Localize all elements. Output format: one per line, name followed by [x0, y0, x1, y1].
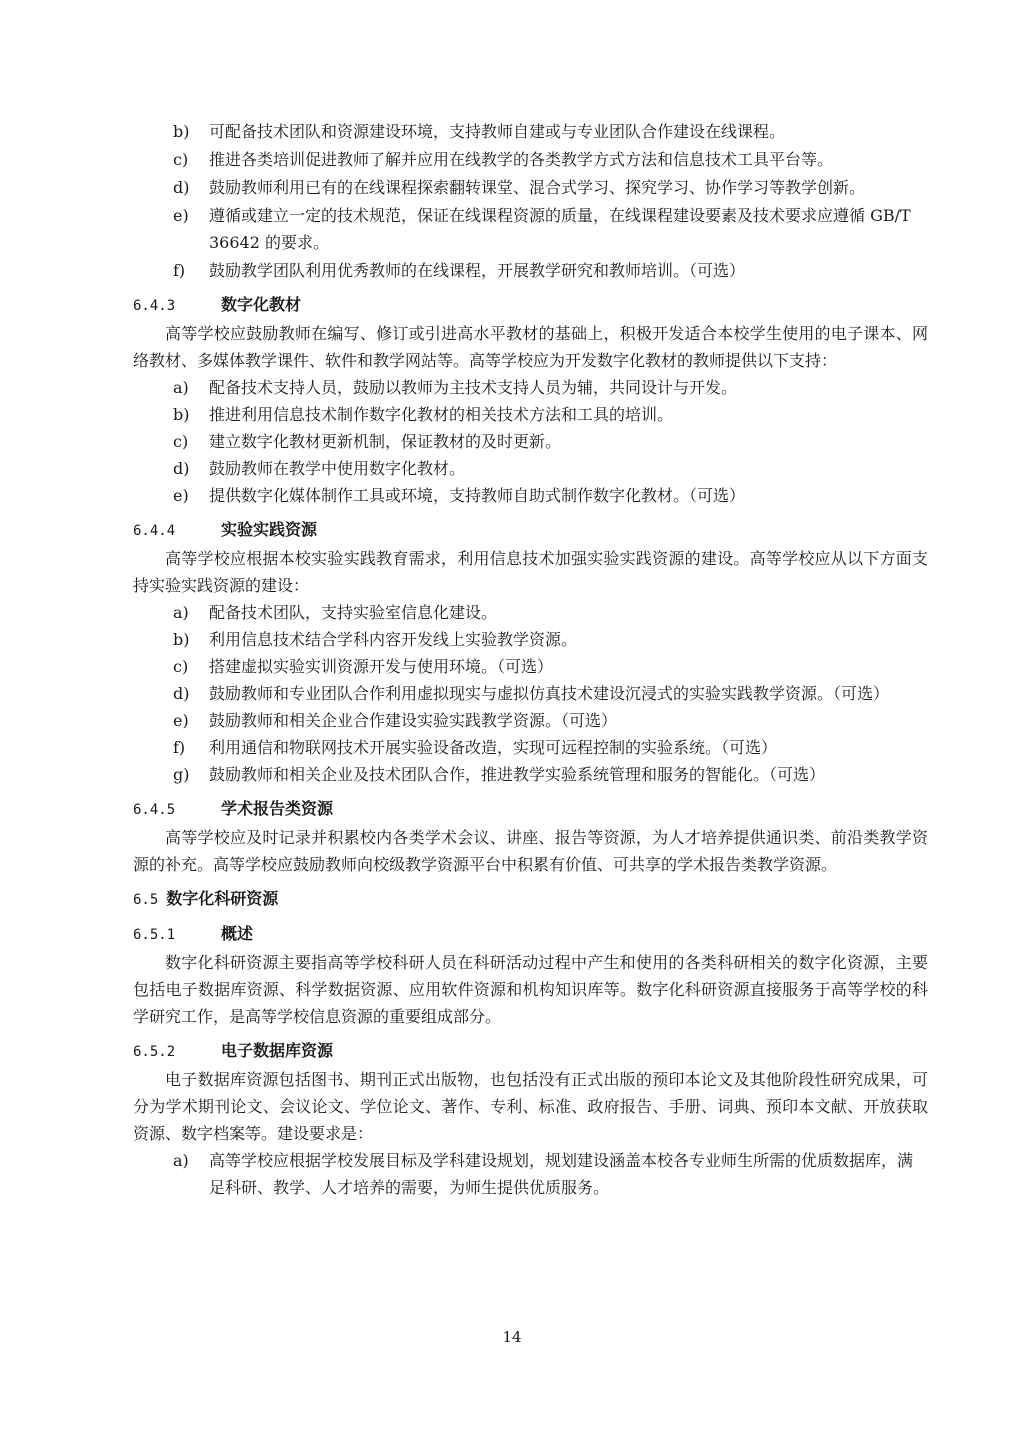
- section-paragraph: 数字化科研资源主要指高等学校科研人员在科研活动过程中产生和使用的各类科研相关的数字化资源，主要包括电子数据库资源、科学数据资源、应用软件资源和机构知识库等。数字化科研资源直接服务于高等学校的科学研究工作，是高等学校信息资源的重要组成部分。: [133, 953, 928, 1026]
- section-title: 数字化科研资源: [166, 889, 279, 908]
- list-item: [133, 455, 928, 482]
- section-title: 概述: [221, 924, 254, 943]
- list-item-text: 利用通信和物联网技术开展实验设备改造，实现可远程控制的实验系统。（可选）: [209, 738, 778, 757]
- list-item-text: 高等学校应根据学校发展目标及学科建设规划，规划建设涵盖本校各专业师生所需的优质数据库，满足科研、教学、人才培养的需要，为师生提供优质服务。: [209, 1151, 914, 1197]
- list-item-text: 推进各类培训促进教师了解并应用在线教学的各类教学方式方法和信息技术工具平台等。: [209, 150, 834, 169]
- section-heading: [133, 292, 928, 319]
- list-item: [133, 428, 928, 455]
- section-title: 电子数据库资源: [221, 1041, 334, 1060]
- list-item-text: 配备技术支持人员，鼓励以教师为主技术支持人员为辅，共同设计与开发。: [209, 378, 738, 397]
- section-paragraph: 高等学校应根据本校实验实践教育需求，利用信息技术加强实验实践资源的建设。高等学校应从以下方面支持实验实践资源的建设：: [133, 549, 928, 595]
- list-item: [133, 401, 928, 428]
- list-item: [133, 761, 928, 788]
- list-item: [133, 202, 928, 256]
- list-item-label: c): [173, 150, 189, 169]
- section-paragraph: 高等学校应鼓励教师在编写、修订或引进高水平教材的基础上，积极开发适合本校学生使用的电子课本、网络教材、多媒体教学课件、软件和教学网站等。高等学校应为开发数字化教材的教师提供以下支持：: [133, 324, 928, 370]
- list-item-label: b): [173, 122, 190, 141]
- list-item: [133, 482, 928, 509]
- list-item-label: d): [173, 178, 190, 197]
- list-item-text: 提供数字化媒体制作工具或环境，支持教师自助式制作数字化教材。（可选）: [209, 486, 746, 505]
- list-item-label: b): [173, 630, 190, 649]
- list-item-text: 可配备技术团队和资源建设环境，支持教师自建或与专业团队合作建设在线课程。: [209, 122, 786, 141]
- list-item: [133, 599, 928, 626]
- section-heading: [133, 796, 928, 823]
- list-item-label: d): [173, 684, 190, 703]
- list-item: [133, 653, 928, 680]
- section-heading: [133, 1038, 928, 1065]
- list-item-label: f): [173, 738, 186, 757]
- section-number: 6.4.3: [133, 298, 176, 314]
- list-item-text: 鼓励教师和专业团队合作利用虚拟现实与虚拟仿真技术建设沉浸式的实验实践教学资源。（可选）: [209, 684, 890, 703]
- list-item-label: a): [173, 378, 189, 397]
- page-number: 14: [502, 1328, 522, 1346]
- list-item-text: 鼓励教师和相关企业合作建设实验实践教学资源。（可选）: [209, 711, 618, 730]
- list-item: [133, 174, 928, 201]
- section-heading: [133, 517, 928, 544]
- list-item-label: f): [173, 261, 186, 280]
- list-item-label: e): [173, 711, 189, 730]
- section-number: 6.5.2: [133, 1044, 176, 1060]
- section-number: 6.5.1: [133, 927, 176, 943]
- section-number: 6.4.4: [133, 523, 176, 539]
- continued-list: [133, 118, 928, 284]
- section-title: 数字化教材: [221, 295, 302, 314]
- list-item-text: 鼓励教师和相关企业及技术团队合作，推进教学实验系统管理和服务的智能化。（可选）: [209, 765, 826, 784]
- list-item: [133, 374, 928, 401]
- list-item-label: e): [173, 486, 189, 505]
- section-number: 6.5: [133, 892, 159, 908]
- list-item-text: 鼓励教学团队利用优秀教师的在线课程，开展教学研究和教师培训。（可选）: [209, 261, 746, 280]
- list-item: [133, 734, 928, 761]
- page-content: [133, 118, 928, 1201]
- section-paragraph: 电子数据库资源包括图书、期刊正式出版物，也包括没有正式出版的预印本论文及其他阶段性研究成果，可分为学术期刊论文、会议论文、学位论文、著作、专利、标准、政府报告、手册、词典、预印本文献、开放获取资源、数字档案等。建设要求是：: [133, 1070, 928, 1143]
- list-item: [133, 118, 928, 145]
- list-item: [133, 680, 928, 707]
- section-paragraph: 高等学校应及时记录并积累校内各类学术会议、讲座、报告等资源，为人才培养提供通识类、前沿类教学资源的补充。高等学校应鼓励教师向校级教学资源平台中积累有价值、可共享的学术报告类教学资源。: [133, 828, 928, 874]
- list-item: [133, 1147, 928, 1201]
- list-item-label: a): [173, 603, 189, 622]
- section-heading: [133, 921, 928, 948]
- list-item-text: 搭建虚拟实验实训资源开发与使用环境。（可选）: [209, 657, 554, 676]
- section-list: [133, 1147, 928, 1201]
- list-item-label: c): [173, 432, 189, 451]
- list-item-text: 配备技术团队，支持实验室信息化建设。: [209, 603, 498, 622]
- list-item-label: b): [173, 405, 190, 424]
- list-item-text: 利用信息技术结合学科内容开发线上实验教学资源。: [209, 630, 578, 649]
- chapter-heading: [133, 886, 928, 913]
- list-item: [133, 257, 928, 284]
- list-item-label: e): [173, 206, 189, 225]
- section-title: 学术报告类资源: [221, 799, 334, 818]
- list-item-text: 推进利用信息技术制作数字化教材的相关技术方法和工具的培训。: [209, 405, 674, 424]
- section-number: 6.4.5: [133, 802, 176, 818]
- list-item: [133, 626, 928, 653]
- list-item: [133, 707, 928, 734]
- list-item-text: 遵循或建立一定的技术规范，保证在线课程资源的质量，在线课程建设要素及技术要求应遵循 GB/T 36642 的要求。: [209, 206, 911, 252]
- section-title: 实验实践资源: [221, 520, 318, 539]
- section-list: [133, 374, 928, 509]
- list-item-text: 建立数字化教材更新机制，保证教材的及时更新。: [209, 432, 562, 451]
- list-item-label: d): [173, 459, 190, 478]
- list-item: [133, 146, 928, 173]
- list-item-label: c): [173, 657, 189, 676]
- section-list: [133, 599, 928, 788]
- list-item-text: 鼓励教师在教学中使用数字化教材。: [209, 459, 466, 478]
- list-item-text: 鼓励教师利用已有的在线课程探索翻转课堂、混合式学习、探究学习、协作学习等教学创新。: [209, 178, 866, 197]
- list-item-label: g): [173, 765, 190, 784]
- list-item-label: a): [173, 1151, 189, 1170]
